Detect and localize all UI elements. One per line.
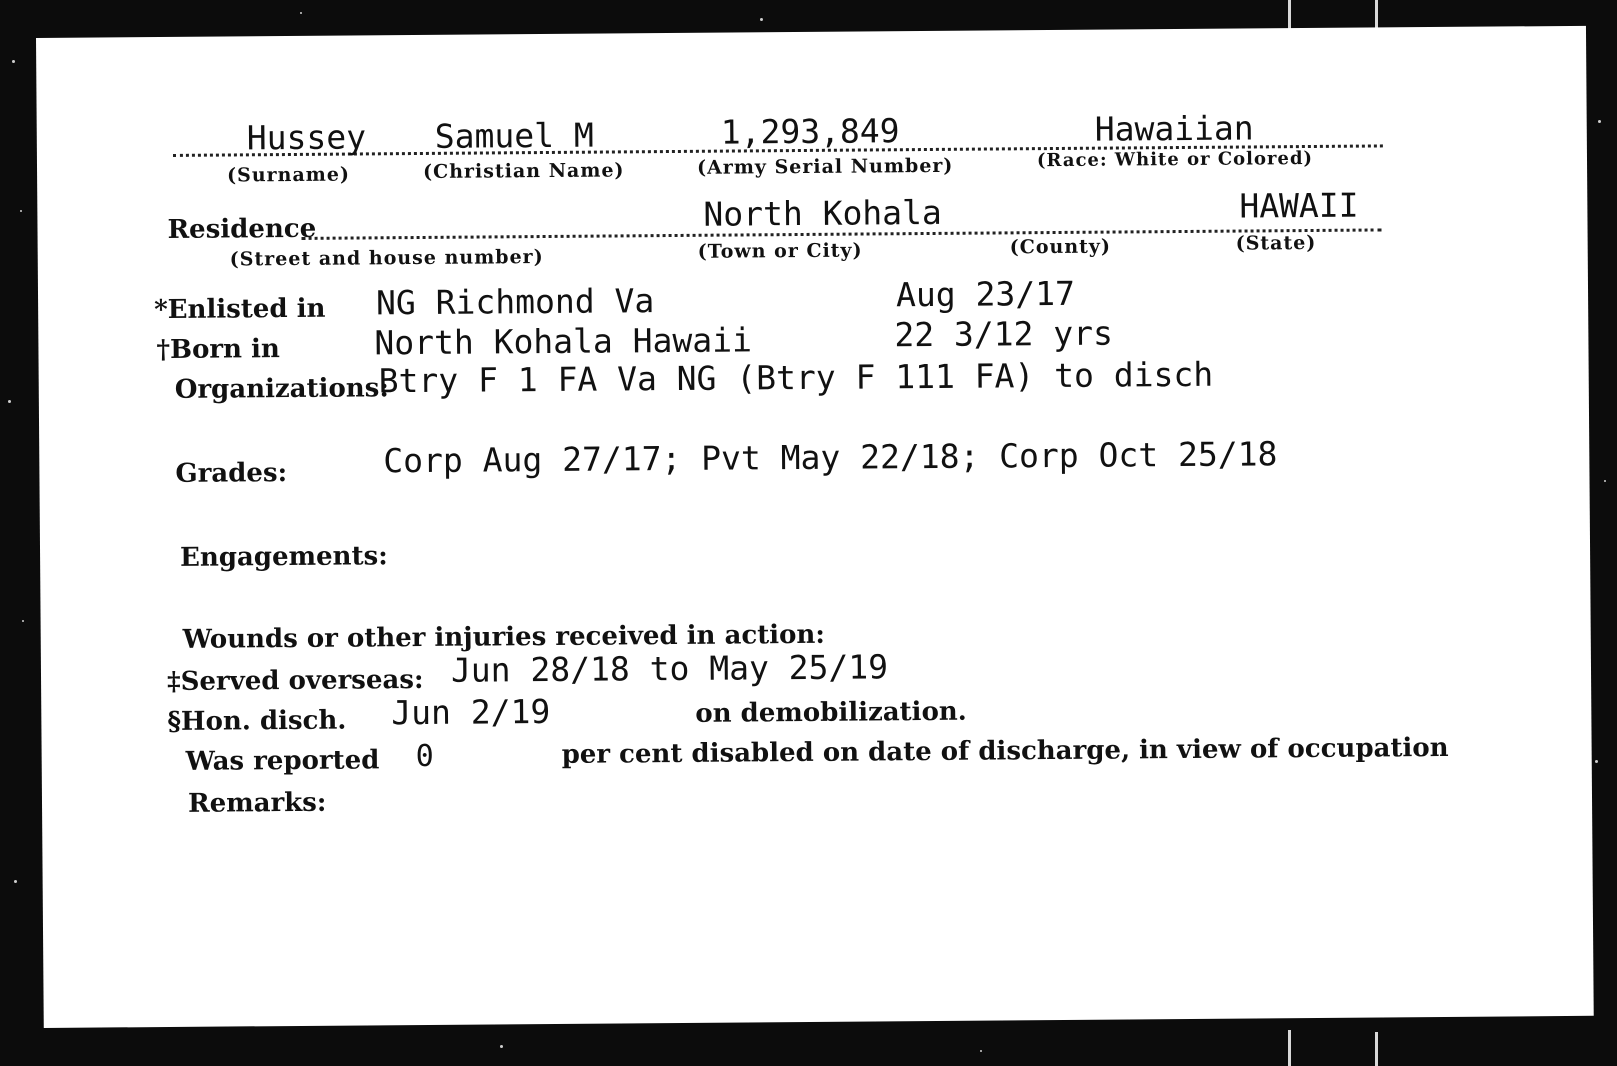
race-value: Hawaiian xyxy=(1094,108,1254,149)
service-record-card xyxy=(36,26,1594,1028)
organizations-label: Organizations: xyxy=(174,373,390,405)
scan-speck xyxy=(12,60,15,63)
discharge-suffix: on demobilization. xyxy=(695,696,967,729)
state-value: HAWAII xyxy=(1239,185,1359,226)
engagements-label: Engagements: xyxy=(179,541,388,573)
scan-speck xyxy=(20,210,22,212)
film-edge-line xyxy=(1375,0,1378,30)
county-caption: (County) xyxy=(1009,235,1111,259)
wounds-label: Wounds or other injuries received in action: xyxy=(182,619,826,655)
disability-percent: 0 xyxy=(415,738,434,775)
state-caption: (State) xyxy=(1235,231,1317,255)
scan-speck xyxy=(8,400,11,403)
scan-speck xyxy=(760,18,763,21)
scan-speck xyxy=(1604,480,1606,482)
enlisted-label: *Enlisted in xyxy=(154,293,326,326)
discharge-date: Jun 2/19 xyxy=(391,691,551,733)
organizations-value: Btry F 1 FA Va NG (Btry F 111 FA) to disch xyxy=(378,354,1214,401)
scan-speck xyxy=(22,620,24,622)
overseas-label: ‡Served overseas: xyxy=(166,664,424,697)
film-edge-line xyxy=(1375,1032,1378,1066)
scan-speck xyxy=(14,880,17,883)
serial-number-caption: (Army Serial Number) xyxy=(696,154,954,179)
scan-speck xyxy=(1598,120,1601,123)
born-label: †Born in xyxy=(156,334,280,366)
serial-number-value: 1,293,849 xyxy=(720,111,900,152)
enlisted-place: NG Richmond Va xyxy=(375,281,655,323)
overseas-value: Jun 28/18 to May 25/19 xyxy=(450,647,889,690)
street-caption: (Street and house number) xyxy=(229,246,544,271)
born-place: North Kohala Hawaii xyxy=(374,320,753,363)
christian-name-caption: (Christian Name) xyxy=(422,159,625,183)
town-value: North Kohala xyxy=(703,192,942,234)
surname-caption: (Surname) xyxy=(226,163,351,187)
enlisted-date: Aug 23/17 xyxy=(895,273,1076,315)
born-age: 22 3/12 yrs xyxy=(894,313,1114,355)
scan-speck xyxy=(500,1045,503,1048)
disability-label: Was reported xyxy=(185,745,380,777)
town-caption: (Town or City) xyxy=(697,239,863,263)
christian-name-value: Samuel M xyxy=(434,115,594,156)
grades-label: Grades: xyxy=(175,458,288,489)
scan-speck xyxy=(300,12,302,14)
surname-value: Hussey xyxy=(246,117,367,158)
race-caption: (Race: White or Colored) xyxy=(1036,147,1314,172)
discharge-label: §Hon. disch. xyxy=(167,705,347,737)
film-edge-line xyxy=(1288,1030,1291,1066)
scan-speck xyxy=(980,1050,982,1052)
disability-suffix: per cent disabled on date of discharge, in view of occupation xyxy=(561,732,1449,770)
scan-speck xyxy=(1595,760,1598,763)
residence-label: Residence xyxy=(167,213,317,245)
remarks-label: Remarks: xyxy=(187,787,327,819)
grades-value: Corp Aug 27/17; Pvt May 22/18; Corp Oct 25/18 xyxy=(383,434,1278,481)
